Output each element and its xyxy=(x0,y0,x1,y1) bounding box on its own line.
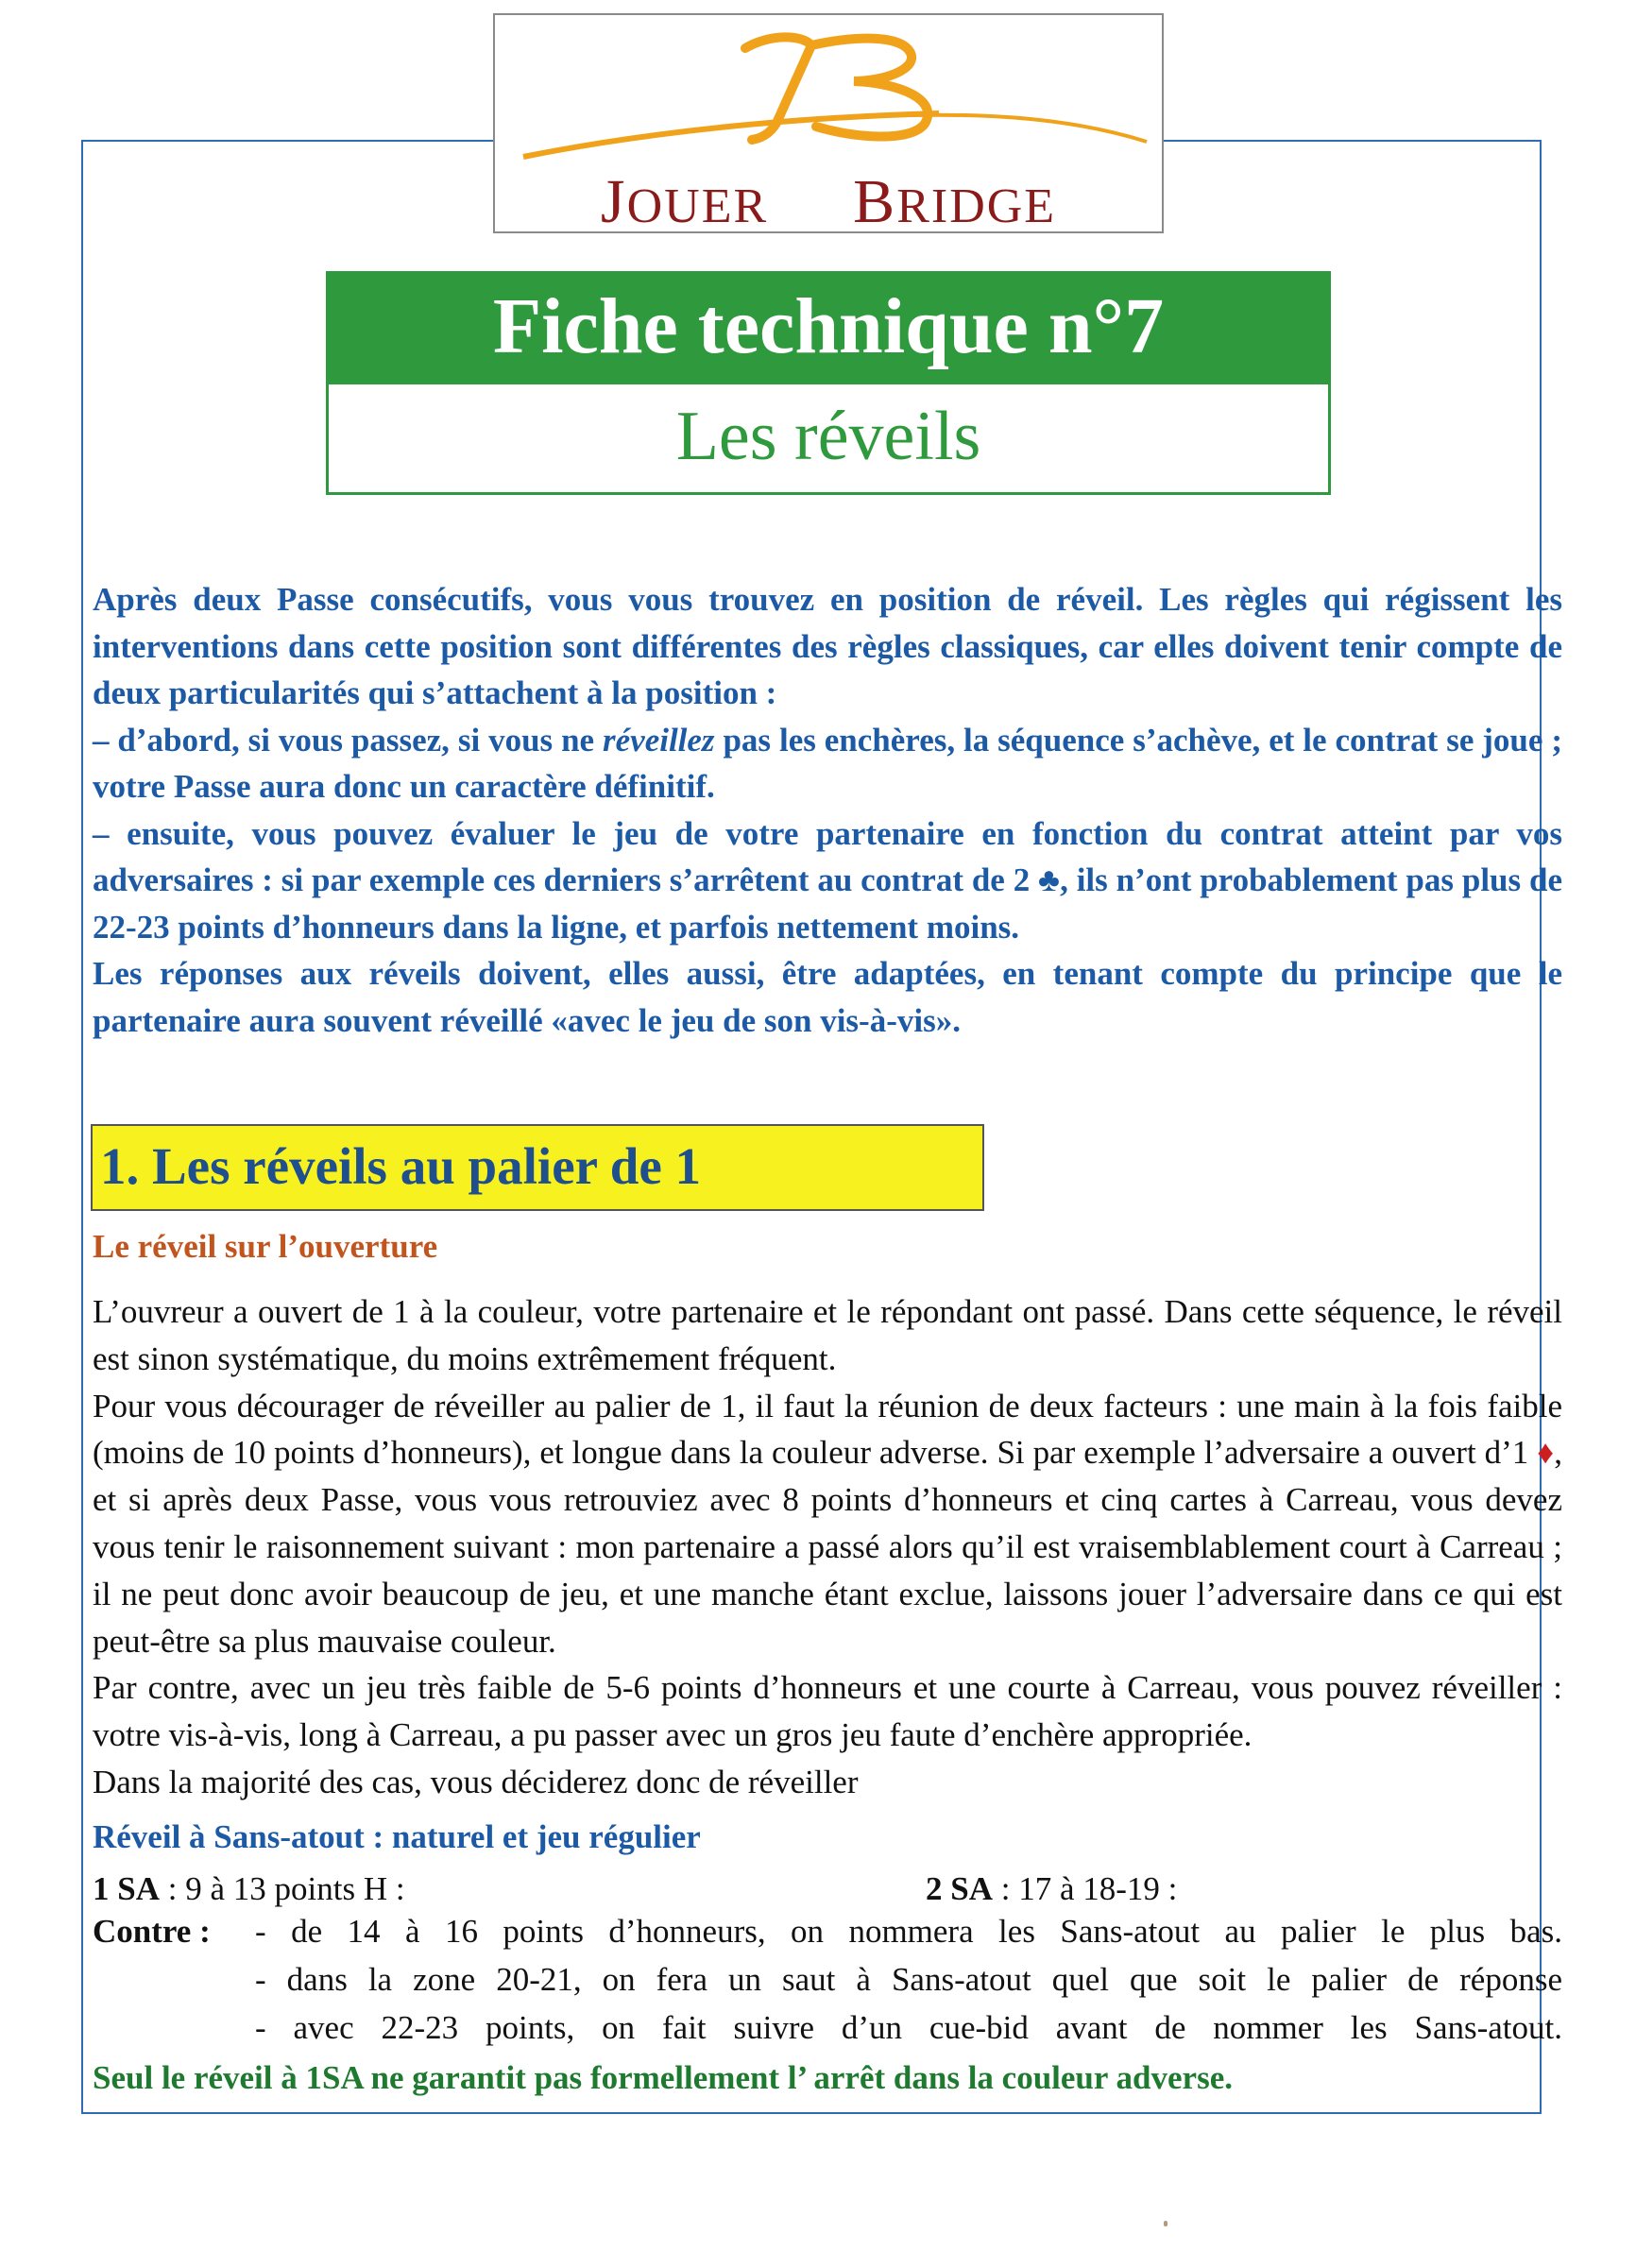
sa2-line: 2 SA : 17 à 18-19 : xyxy=(926,1870,1178,1907)
scan-speck xyxy=(1164,2221,1167,2226)
conclusion-note: Seul le réveil à 1SA ne garantit pas formellement l’ arrêt dans la couleur adverse. xyxy=(93,2059,1233,2096)
logo-swoosh-icon xyxy=(495,15,1162,166)
intro-p4: Les réponses aux réveils doivent, elles aussi, être adaptées, en tenant compte du principe que le partenaire aura souvent réveillé «avec le jeu de son vis-à-vis». xyxy=(93,955,1562,1039)
intro-p1: Après deux Passe consécutifs, vous vous trouvez en position de réveil. Les règles qui régissent les interventions dans cette position sont différentes des règles classiques, car elles doivent tenir compte de deux particularités qui s’attachent à la position : xyxy=(93,581,1562,711)
page-subtitle: Les réveils xyxy=(675,398,981,475)
intro-p3: – ensuite, vous pouvez évaluer le jeu de votre partenaire en fonction du contrat atteint par vos adversaires : si par exemple ces derniers s’arrêtent au contrat de 2 ♣, ils n’ont probablement pas plus de 22-23 points d’honneurs dans la ligne, et parfois nettement moins. xyxy=(93,814,1562,946)
logo xyxy=(493,13,1164,236)
diamond-icon: ♦ xyxy=(1537,1434,1555,1472)
subheading-sans-atout: Réveil à Sans-atout : naturel et jeu régulier xyxy=(93,1818,701,1855)
sa1-line: 1 SA : 9 à 13 points H : xyxy=(93,1870,405,1907)
body-p2: Pour vous décourager de réveiller au palier de 1, il faut la réunion de deux facteurs : une main à la fois faible (moins de 10 points d’honneurs), et longue dans la couleur adverse. Si par exemple l’adversaire a ouvert d’1 ♦, et si après deux Passe, vous vous retrouviez avec 8 points d’honneurs et cinq cartes à Carreau, vous devez vous tenir le raisonnement suivant : mon partenaire a passé alors qu’il est vraisemblablement court à Carreau ; il ne peut donc avoir beaucoup de jeu, et une manche étant exclue, laissons jouer l’adversaire dans ce qui est peut-être sa plus mauvaise couleur. xyxy=(93,1387,1563,1660)
contre-line-2: - dans la zone 20-21, on fera un saut à Sans-atout quel que soit le palier de réponse xyxy=(255,1961,1562,1998)
contre-label: Contre : xyxy=(93,1913,211,1950)
body-text xyxy=(93,1288,1562,1806)
body-p4: Dans la majorité des cas, vous déciderez donc de réveiller xyxy=(93,1763,859,1800)
contre-line-1: - de 14 à 16 points d’honneurs, on nommera les Sans-atout au palier le plus bas. xyxy=(255,1913,1562,1950)
intro-p2: – d’abord, si vous passez, si vous ne réveillez pas les enchères, la séquence s’achève, et le contrat se joue ; votre Passe aura donc un caractère définitif. xyxy=(93,721,1562,805)
intro-paragraph xyxy=(93,576,1562,1044)
page-title: Fiche technique n°7 xyxy=(329,274,1328,384)
logo-wordmark: JOUER BRIDGE xyxy=(600,167,1057,236)
body-p1: L’ouvreur a ouvert de 1 à la couleur, votre partenaire et le répondant ont passé. Dans cette séquence, le réveil est sinon systématique, du moins extrêmement fréquent. xyxy=(93,1293,1562,1377)
body-p3: Par contre, avec un jeu très faible de 5-6 points d’honneurs et une courte à Carreau, vous pouvez réveiller : votre vis-à-vis, long à Carreau, a pu passer avec un gros jeu faute d’enchère appropriée. xyxy=(93,1669,1562,1754)
title-block xyxy=(326,271,1331,495)
subheading-ouverture: Le réveil sur l’ouverture xyxy=(93,1228,438,1265)
section-heading: 1. Les réveils au palier de 1 xyxy=(91,1124,984,1211)
contre-line-3: - avec 22-23 points, on fait suivre d’un cue-bid avant de nommer les Sans-atout. xyxy=(255,2009,1562,2046)
